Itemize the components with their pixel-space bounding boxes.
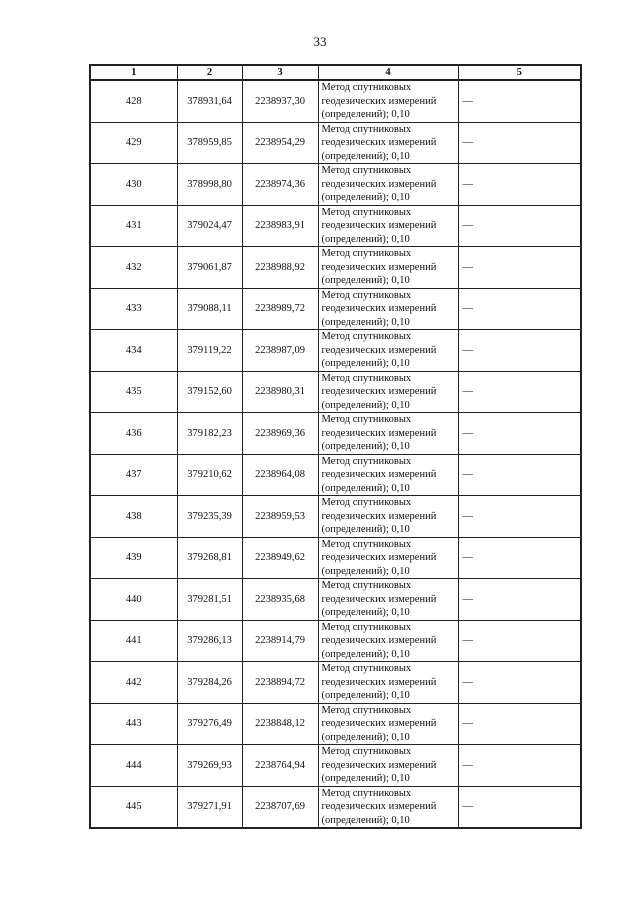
method-line: (определений); 0,10 xyxy=(321,690,410,701)
method-cell xyxy=(318,122,458,164)
column-5-cell: — xyxy=(458,80,581,122)
point-number-cell: 442 xyxy=(90,662,177,704)
method-line: Метод спутниковых xyxy=(321,538,412,550)
method-line: (определений); 0,10 xyxy=(321,731,410,743)
y-coordinate-cell: 2238980,31 xyxy=(242,371,318,413)
table-row xyxy=(90,703,581,745)
y-coordinate-cell: 2238989,72 xyxy=(242,288,318,330)
x-coordinate-cell: 379271,91 xyxy=(177,786,242,828)
method-line: (определений); 0,10 xyxy=(321,773,410,784)
method-cell xyxy=(318,786,458,828)
y-coordinate-cell: 2238959,53 xyxy=(242,496,318,538)
x-coordinate-cell: 379269,93 xyxy=(177,745,242,787)
method-line: (определений); 0,10 xyxy=(321,192,410,203)
method-line: Метод спутниковых xyxy=(321,455,412,467)
method-line: геодезических измерений xyxy=(321,635,437,646)
x-coordinate-cell: 379235,39 xyxy=(177,496,242,538)
y-coordinate-cell: 2238954,29 xyxy=(242,122,318,164)
column-header-2: 2 xyxy=(177,65,242,80)
y-coordinate-cell: 2238848,12 xyxy=(242,703,318,745)
point-number-cell: 437 xyxy=(90,454,177,496)
method-cell xyxy=(318,247,458,289)
column-header-4: 4 xyxy=(318,65,458,80)
y-coordinate-cell: 2238894,72 xyxy=(242,662,318,704)
point-number-cell: 435 xyxy=(90,371,177,413)
column-5-cell: — xyxy=(458,454,581,496)
column-5-cell: — xyxy=(458,745,581,787)
x-coordinate-cell: 378931,64 xyxy=(177,80,242,122)
method-line: (определений); 0,10 xyxy=(321,399,410,411)
method-line: Метод спутниковых xyxy=(321,165,412,176)
y-coordinate-cell: 2238937,30 xyxy=(242,80,318,122)
method-line: Метод спутниковых xyxy=(321,580,412,591)
x-coordinate-cell: 379061,87 xyxy=(177,247,242,289)
point-number-cell: 444 xyxy=(90,745,177,787)
method-line: геодезических измерений xyxy=(321,552,437,563)
table-row xyxy=(90,745,581,787)
column-header-3: 3 xyxy=(242,65,318,80)
method-line: Метод спутниковых xyxy=(321,289,412,301)
x-coordinate-cell: 379182,23 xyxy=(177,413,242,455)
column-5-cell: — xyxy=(458,537,581,579)
method-line: геодезических измерений xyxy=(321,303,437,314)
point-number-cell: 436 xyxy=(90,413,177,455)
method-line: геодезических измерений xyxy=(321,510,437,522)
column-header-5: 5 xyxy=(458,65,581,80)
method-line: геодезических измерений xyxy=(321,759,437,771)
x-coordinate-cell: 379284,26 xyxy=(177,662,242,704)
column-header-1: 1 xyxy=(90,65,177,80)
method-line: (определений); 0,10 xyxy=(321,648,410,660)
method-cell xyxy=(318,288,458,330)
point-number-cell: 431 xyxy=(90,205,177,247)
method-line: геодезических измерений xyxy=(321,469,437,480)
method-line: (определений); 0,10 xyxy=(321,607,410,618)
method-line: (определений); 0,10 xyxy=(321,524,410,535)
x-coordinate-cell: 379268,81 xyxy=(177,537,242,579)
y-coordinate-cell: 2238949,62 xyxy=(242,537,318,579)
method-line: геодезических измерений xyxy=(321,137,437,148)
method-line: геодезических измерений xyxy=(321,261,437,273)
x-coordinate-cell: 379088,11 xyxy=(177,288,242,330)
column-5-cell: — xyxy=(458,164,581,206)
y-coordinate-cell: 2238988,92 xyxy=(242,247,318,289)
method-line: (определений); 0,10 xyxy=(321,275,410,286)
y-coordinate-cell: 2238964,08 xyxy=(242,454,318,496)
table-row xyxy=(90,786,581,828)
method-line: Метод спутниковых xyxy=(321,746,412,757)
x-coordinate-cell: 378998,80 xyxy=(177,164,242,206)
x-coordinate-cell: 379210,62 xyxy=(177,454,242,496)
y-coordinate-cell: 2238935,68 xyxy=(242,579,318,621)
point-number-cell: 433 xyxy=(90,288,177,330)
method-line: Метод спутниковых xyxy=(321,248,412,259)
point-number-cell: 430 xyxy=(90,164,177,206)
column-5-cell: — xyxy=(458,371,581,413)
method-line: Метод спутниковых xyxy=(321,787,412,799)
method-line: геодезических измерений xyxy=(321,386,437,397)
method-cell xyxy=(318,205,458,247)
method-cell xyxy=(318,496,458,538)
method-line: (определений); 0,10 xyxy=(321,233,410,245)
method-cell xyxy=(318,330,458,372)
column-5-cell: — xyxy=(458,496,581,538)
method-line: геодезических измерений xyxy=(321,178,437,190)
point-number-cell: 432 xyxy=(90,247,177,289)
method-line: Метод спутниковых xyxy=(321,663,412,674)
point-number-cell: 429 xyxy=(90,122,177,164)
point-number-cell: 441 xyxy=(90,620,177,662)
method-line: Метод спутниковых xyxy=(321,497,412,508)
table-row xyxy=(90,662,581,704)
method-line: геодезических измерений xyxy=(321,220,437,231)
table-body xyxy=(90,80,581,828)
method-cell xyxy=(318,620,458,662)
coordinates-table xyxy=(89,64,582,829)
method-line: Метод спутниковых xyxy=(321,82,412,93)
x-coordinate-cell: 379024,47 xyxy=(177,205,242,247)
table-row xyxy=(90,413,581,455)
table-row xyxy=(90,330,581,372)
column-5-cell: — xyxy=(458,330,581,372)
point-number-cell: 440 xyxy=(90,579,177,621)
x-coordinate-cell: 379152,60 xyxy=(177,371,242,413)
method-line: (определений); 0,10 xyxy=(321,109,410,120)
column-5-cell: — xyxy=(458,205,581,247)
column-5-cell: — xyxy=(458,413,581,455)
x-coordinate-cell: 378959,85 xyxy=(177,122,242,164)
method-line: геодезических измерений xyxy=(321,593,437,605)
x-coordinate-cell: 379119,22 xyxy=(177,330,242,372)
column-5-cell: — xyxy=(458,620,581,662)
table-row xyxy=(90,620,581,662)
method-line: Метод спутниковых xyxy=(321,621,412,633)
column-5-cell: — xyxy=(458,786,581,828)
point-number-cell: 443 xyxy=(90,703,177,745)
table-row xyxy=(90,80,581,122)
method-line: геодезических измерений xyxy=(321,801,437,812)
method-cell xyxy=(318,579,458,621)
page-number: 33 xyxy=(313,34,327,49)
table-header-row xyxy=(90,65,581,80)
method-line: Метод спутниковых xyxy=(321,123,412,135)
method-cell xyxy=(318,164,458,206)
method-line: (определений); 0,10 xyxy=(321,316,410,328)
method-line: геодезических измерений xyxy=(321,676,437,688)
point-number-cell: 439 xyxy=(90,537,177,579)
y-coordinate-cell: 2238983,91 xyxy=(242,205,318,247)
y-coordinate-cell: 2238764,94 xyxy=(242,745,318,787)
point-number-cell: 428 xyxy=(90,80,177,122)
x-coordinate-cell: 379281,51 xyxy=(177,579,242,621)
method-cell xyxy=(318,703,458,745)
table-row xyxy=(90,371,581,413)
y-coordinate-cell: 2238974,36 xyxy=(242,164,318,206)
method-line: геодезических измерений xyxy=(321,344,437,356)
method-cell xyxy=(318,80,458,122)
column-5-cell: — xyxy=(458,247,581,289)
column-5-cell: — xyxy=(458,579,581,621)
table-row xyxy=(90,579,581,621)
method-line: Метод спутниковых xyxy=(321,704,412,716)
method-line: геодезических измерений xyxy=(321,718,437,729)
point-number-cell: 434 xyxy=(90,330,177,372)
column-5-cell: — xyxy=(458,703,581,745)
method-cell xyxy=(318,371,458,413)
method-line: (определений); 0,10 xyxy=(321,358,410,369)
table-row xyxy=(90,122,581,164)
table-row xyxy=(90,537,581,579)
method-line: (определений); 0,10 xyxy=(321,814,410,826)
method-line: (определений); 0,10 xyxy=(321,441,410,452)
column-5-cell: — xyxy=(458,662,581,704)
y-coordinate-cell: 2238987,09 xyxy=(242,330,318,372)
table-row xyxy=(90,288,581,330)
x-coordinate-cell: 379276,49 xyxy=(177,703,242,745)
point-number-cell: 445 xyxy=(90,786,177,828)
method-line: геодезических измерений xyxy=(321,427,437,439)
method-cell xyxy=(318,413,458,455)
column-5-cell: — xyxy=(458,122,581,164)
method-line: Метод спутниковых xyxy=(321,331,412,342)
table-row xyxy=(90,496,581,538)
method-cell xyxy=(318,454,458,496)
y-coordinate-cell: 2238707,69 xyxy=(242,786,318,828)
x-coordinate-cell: 379286,13 xyxy=(177,620,242,662)
point-number-cell: 438 xyxy=(90,496,177,538)
table-row xyxy=(90,164,581,206)
table-row xyxy=(90,205,581,247)
method-line: (определений); 0,10 xyxy=(321,565,410,577)
table-row xyxy=(90,454,581,496)
method-cell xyxy=(318,662,458,704)
method-line: Метод спутниковых xyxy=(321,372,412,384)
method-line: (определений); 0,10 xyxy=(321,482,410,494)
column-5-cell: — xyxy=(458,288,581,330)
method-cell xyxy=(318,537,458,579)
y-coordinate-cell: 2238914,79 xyxy=(242,620,318,662)
method-line: Метод спутниковых xyxy=(321,206,412,218)
table-row xyxy=(90,247,581,289)
method-cell xyxy=(318,745,458,787)
method-line: Метод спутниковых xyxy=(321,414,412,425)
method-line: (определений); 0,10 xyxy=(321,150,410,162)
method-line: геодезических измерений xyxy=(321,95,437,107)
y-coordinate-cell: 2238969,36 xyxy=(242,413,318,455)
